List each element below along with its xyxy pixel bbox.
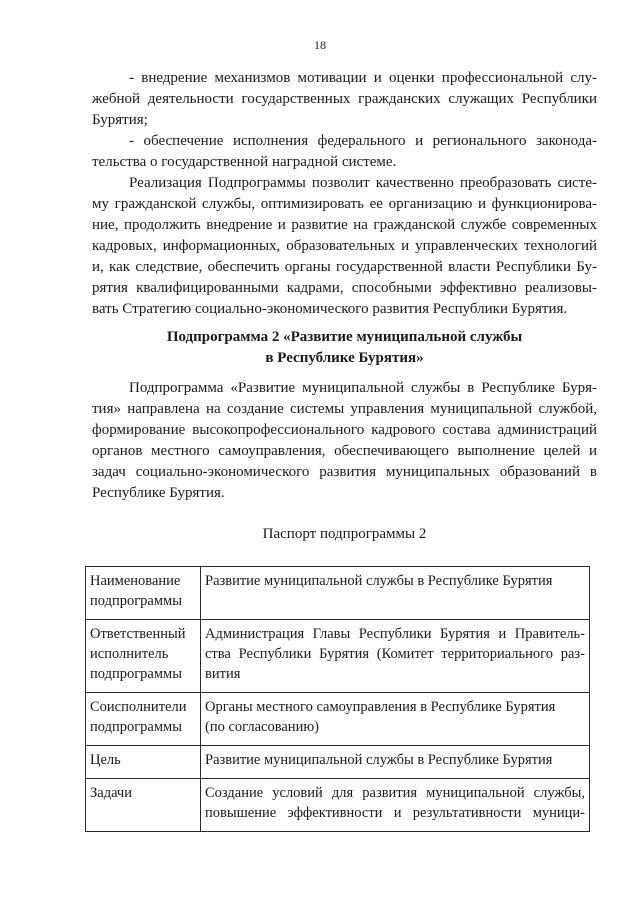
row-value — [201, 746, 590, 779]
text-line: формирование высокопрофессионального кадрового состава администраций — [92, 422, 597, 438]
text-line: Реализация Подпрограммы позволит качественно преобразовать систе- — [129, 175, 597, 191]
table-row — [86, 746, 590, 779]
row-label — [86, 779, 201, 832]
cell-line: Ответственный — [90, 626, 186, 642]
row-value — [201, 567, 590, 620]
row-label — [86, 620, 201, 693]
text-line: Бурятия; — [92, 112, 148, 128]
cell-line: подпрограммы — [90, 666, 182, 682]
text-line: Подпрограмма «Развитие муниципальной службы в Республике Буря- — [129, 380, 597, 396]
cell-line: Развитие муниципальной службы в Республике Бурятия — [205, 752, 553, 768]
heading-line: Подпрограмма 2 «Развитие муниципальной службы — [166, 329, 523, 345]
row-label — [86, 567, 201, 620]
cell-line: Администрация Главы Республики Бурятия и Правитель- — [205, 626, 585, 642]
table-row — [86, 693, 590, 746]
text-line: Республике Бурятия. — [92, 485, 225, 501]
text-line: рятия квалифицированными кадрами, способными эффективно реализовы- — [92, 280, 597, 296]
paragraph-award-system — [92, 131, 597, 173]
page-number: 18 — [314, 38, 326, 52]
cell-line: Развитие муниципальной службы в Республике Бурятия — [205, 573, 553, 589]
row-label — [86, 693, 201, 746]
table-caption: Паспорт подпрограммы 2 — [262, 526, 427, 542]
table-row — [86, 620, 590, 693]
cell-line: подпрограммы — [90, 593, 182, 609]
cell-line: Наименование — [90, 573, 181, 589]
text-line: и, как следствие, обеспечить органы государственной власти Республики Бу- — [92, 259, 597, 275]
heading-line: в Республике Бурятия» — [265, 350, 424, 366]
subprogram-heading — [92, 327, 597, 369]
cell-line: повышение эффективности и результативности муници- — [205, 805, 585, 821]
text-line: органов местного самоуправления, обеспечивающего выполнение целей и — [92, 443, 597, 459]
cell-line: (по согласованию) — [205, 719, 319, 735]
cell-line: вития — [205, 666, 241, 682]
text-line: жебной деятельности государственных гражданских служащих Республики — [92, 91, 597, 107]
text-line: кадровых, информационных, образовательных и управленческих технологий — [92, 238, 597, 254]
paragraph-subprogram-goal — [92, 378, 597, 504]
text-line: ние, продолжить внедрение и развитие на гражданской службе современных — [92, 217, 597, 233]
cell-line: подпрограммы — [90, 719, 182, 735]
passport-table — [85, 566, 590, 832]
text-line: тия» направлена на создание системы управления муниципальной службой, — [92, 401, 597, 417]
text-line: му гражданской службы, оптимизировать ее организацию и функционирова- — [92, 196, 597, 212]
paragraph-motivation — [92, 68, 597, 131]
row-value — [201, 693, 590, 746]
cell-line: Соисполнители — [90, 699, 187, 715]
row-value — [201, 779, 590, 832]
text-line: - внедрение механизмов мотивации и оценки профессиональной слу- — [129, 70, 597, 86]
text-line: вать Стратегию социально-экономического развития Республики Бурятия. — [92, 301, 568, 317]
paragraph-implementation — [92, 173, 597, 320]
row-label — [86, 746, 201, 779]
cell-line: Задачи — [90, 785, 132, 801]
row-value — [201, 620, 590, 693]
table-row — [86, 779, 590, 832]
text-line: - обеспечение исполнения федерального и регионального законода- — [129, 133, 597, 149]
cell-line: Цель — [90, 752, 121, 768]
cell-line: Создание условий для развития муниципальной службы, — [205, 785, 585, 801]
table-row — [86, 567, 590, 620]
text-line: задач социально-экономического развития муниципальных образований в — [92, 464, 597, 480]
cell-line: Органы местного самоуправления в Республике Бурятия — [205, 699, 556, 715]
text-line: тельства о государственной наградной системе. — [92, 154, 397, 170]
cell-line: ства Республики Бурятия (Комитет территориального раз- — [205, 646, 585, 662]
cell-line: исполнитель — [90, 646, 169, 662]
